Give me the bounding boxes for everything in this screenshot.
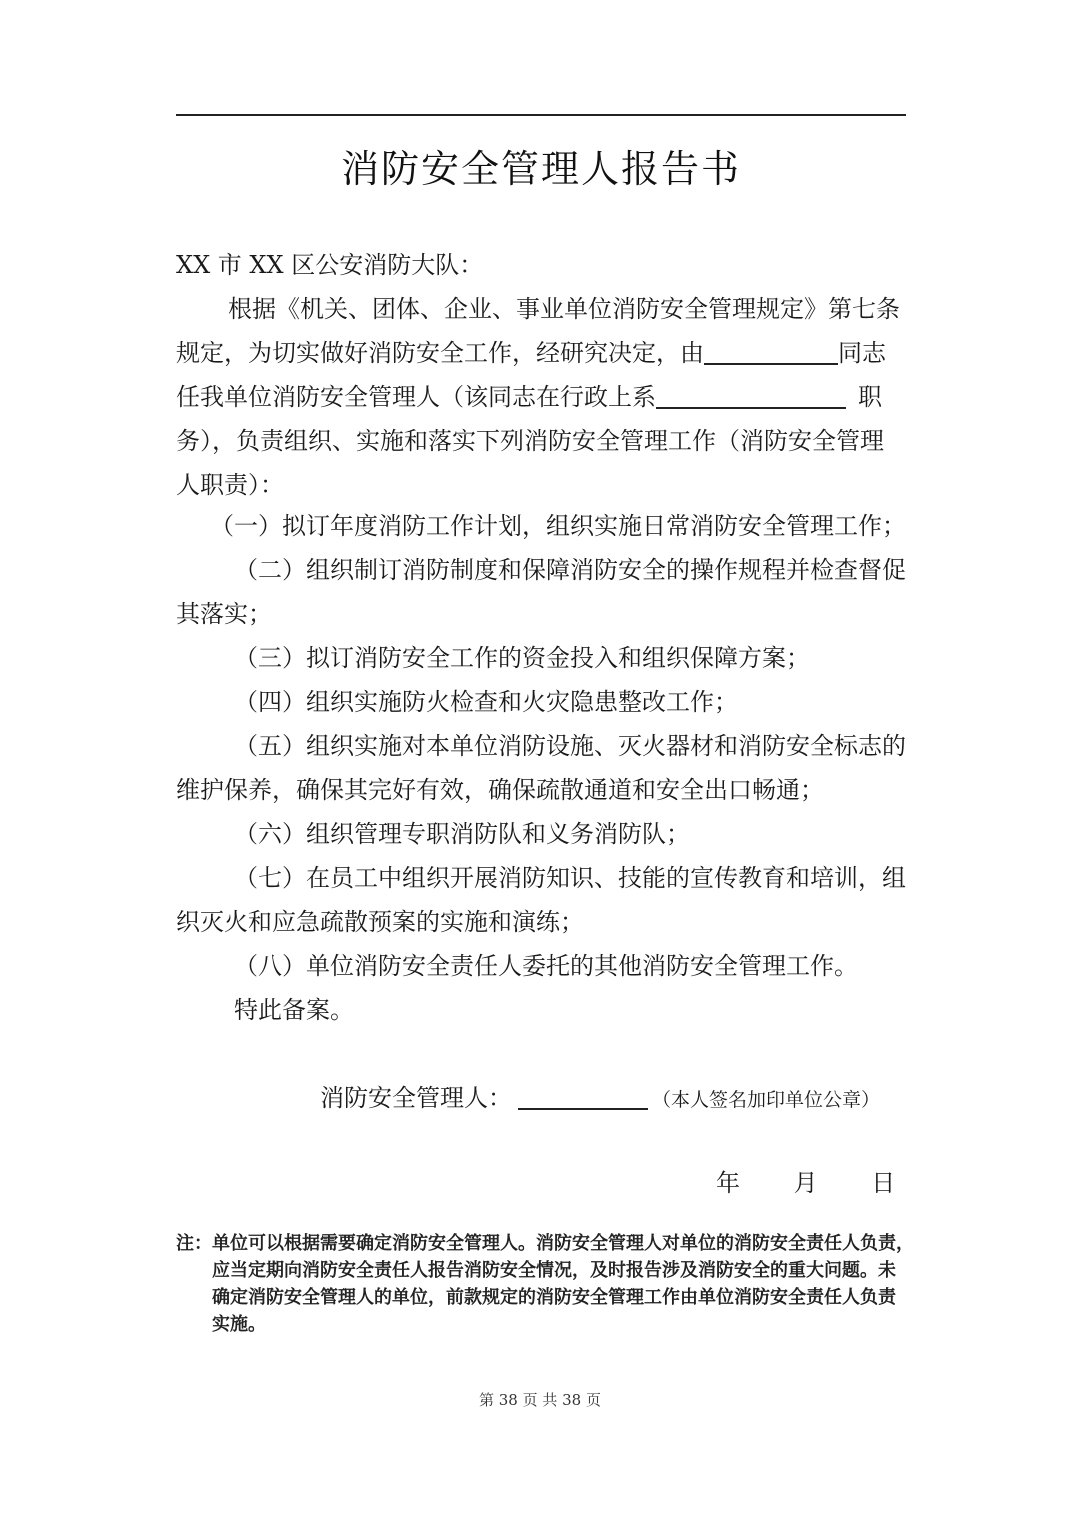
- paragraph-line: [176, 375, 906, 419]
- paragraph-text: 规定，为切实做好消防安全工作，经研究决定，由: [176, 339, 704, 367]
- duties-list: [176, 504, 906, 1032]
- date-year: 年: [716, 1169, 740, 1197]
- list-item-continuation: 维护保养，确保其完好有效，确保疏散通道和安全出口畅通；: [176, 776, 824, 804]
- signature-line: [320, 1078, 880, 1120]
- header-rule: [176, 114, 906, 116]
- footnote: [176, 1230, 914, 1338]
- opening-paragraph: [176, 287, 906, 507]
- list-item: （一）拟订年度消防工作计划，组织实施日常消防安全管理工作；: [210, 512, 906, 540]
- list-item: （三）拟订消防安全工作的资金投入和组织保障方案；: [234, 644, 810, 672]
- paragraph-line: 根据《机关、团体、企业、事业单位消防安全管理规定》第七条: [228, 295, 900, 323]
- salutation: XX 市 XX 区公安消防大队：: [176, 251, 484, 279]
- date-month: 月: [793, 1169, 818, 1197]
- footnote-line: 实施。: [212, 1314, 266, 1335]
- name-blank-field[interactable]: [704, 335, 838, 365]
- footnote-line: 应当定期向消防安全责任人报告消防安全情况，及时报告涉及消防安全的重大问题。未: [212, 1260, 896, 1281]
- signature-blank-field[interactable]: [518, 1080, 648, 1110]
- paragraph-text: 同志: [838, 339, 886, 367]
- signer-label: 消防安全管理人：: [320, 1084, 512, 1112]
- document-title: 消防安全管理人报告书: [340, 147, 741, 191]
- paragraph-line: 人职责）：: [176, 471, 284, 499]
- page-indicator: 第 38 页 共 38 页: [478, 1391, 601, 1409]
- list-item: （七）在员工中组织开展消防知识、技能的宣传教育和培训，组: [234, 864, 906, 892]
- list-item: （四）组织实施防火检查和火灾隐患整改工作；: [234, 688, 738, 716]
- date-day: 日: [871, 1169, 896, 1197]
- signature-note: （本人签名加印单位公章）: [652, 1089, 881, 1111]
- paragraph-line: [176, 331, 906, 375]
- list-item: （六）组织管理专职消防队和义务消防队；: [234, 820, 690, 848]
- list-item-continuation: 其落实；: [176, 600, 272, 628]
- list-item: （五）组织实施对本单位消防设施、灭火器材和消防安全标志的: [234, 732, 906, 760]
- paragraph-line: 务），负责组织、实施和落实下列消防安全管理工作（消防安全管理: [176, 427, 884, 455]
- footnote-line: 确定消防安全管理人的单位，前款规定的消防安全管理工作由单位消防安全责任人负责: [212, 1287, 896, 1308]
- paragraph-text: 任我单位消防安全管理人（该同志在行政上系: [176, 383, 656, 411]
- list-item: （二）组织制订消防制度和保障消防安全的操作规程并检查督促: [234, 556, 906, 584]
- paragraph-text: 职: [858, 383, 882, 411]
- closing-remark: 特此备案。: [234, 996, 354, 1024]
- list-item-continuation: 织灭火和应急疏散预案的实施和演练；: [176, 908, 584, 936]
- position-blank-field[interactable]: [656, 379, 846, 409]
- footnote-line: 注：单位可以根据需要确定消防安全管理人。消防安全管理人对单位的消防安全责任人负责，: [176, 1233, 914, 1254]
- date-line: [716, 1163, 895, 1203]
- list-item: （八）单位消防安全责任人委托的其他消防安全管理工作。: [234, 952, 858, 980]
